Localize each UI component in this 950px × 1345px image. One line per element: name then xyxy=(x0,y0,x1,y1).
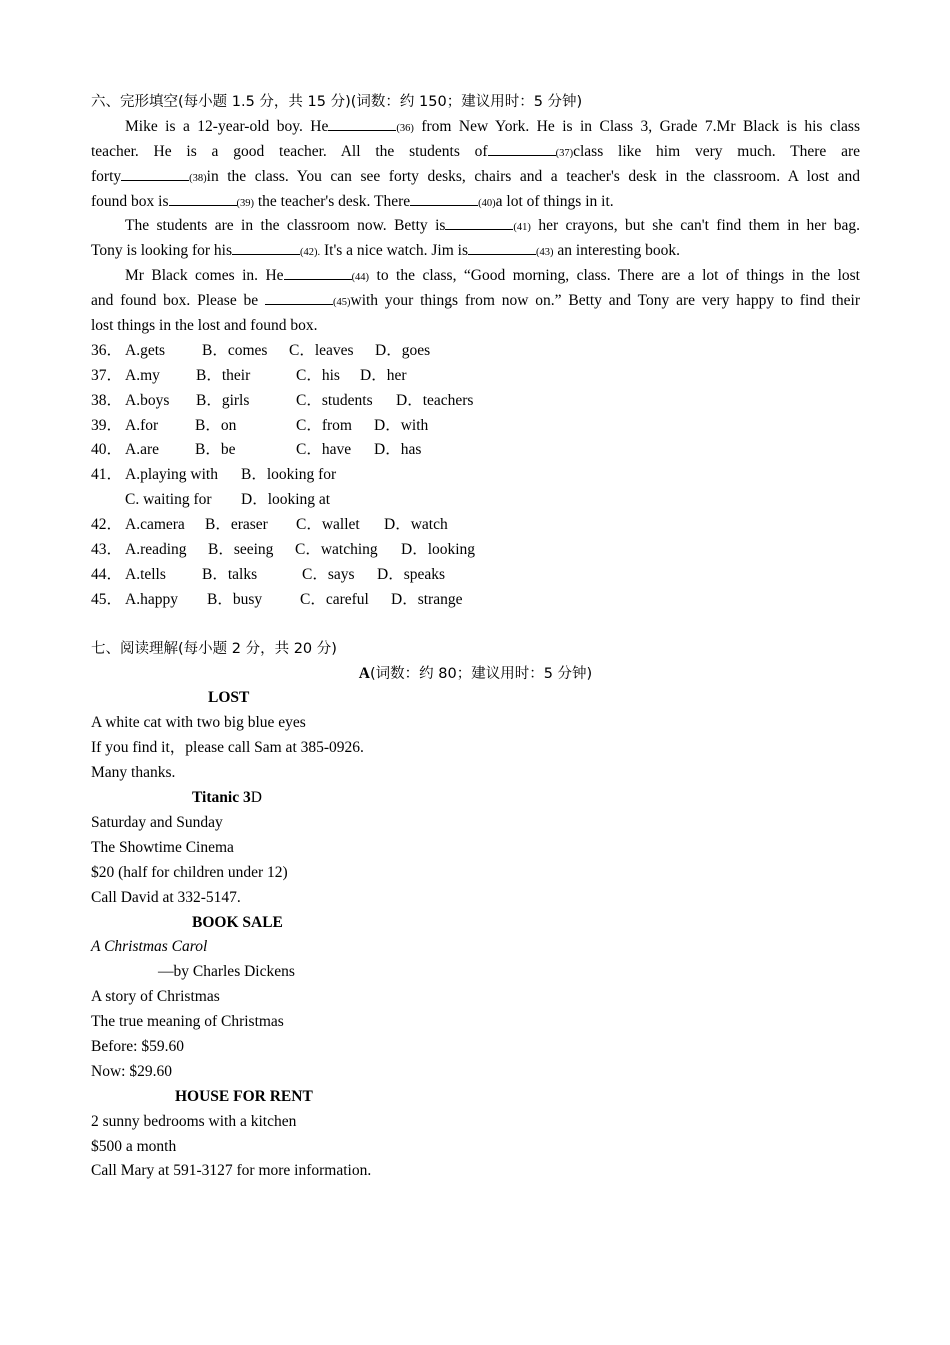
passage-line: found box is (39) the teacher's desk. There (40)a lot of things in it. xyxy=(91,192,614,210)
section7-heading: 七、阅读理解(每小题 2 分，共 20 分) xyxy=(91,640,337,657)
passage-line: forty (38)in the class. You can see forty desks, chairs and a teacher's desk in the classroom. A lost and xyxy=(91,167,860,185)
ad-lost xyxy=(91,686,860,786)
answer-blank xyxy=(284,265,352,280)
question-row: 41． A.playing with B．looking for xyxy=(91,466,337,484)
ad-title: HOUSE FOR RENT xyxy=(175,1087,313,1105)
answer-blank xyxy=(232,240,300,255)
question-row: 45． A.happy B．busy C．careful D．strange xyxy=(91,590,463,608)
ad-line: Call David at 332-5147. xyxy=(91,888,241,906)
answer-blank xyxy=(488,141,556,156)
passage-line: Mr Black comes in. He (44) to the class, “Good morning, class. There are a lot of things in the lost xyxy=(125,267,860,285)
ad-line: 2 sunny bedrooms with a kitchen xyxy=(91,1112,297,1130)
answer-blank xyxy=(169,191,237,206)
passage-line: Tony is looking for his (42). It's a nice watch. Jim is (43) an interesting book. xyxy=(91,242,681,260)
ad-titanic xyxy=(91,786,860,910)
ad-line: If you find it，please call Sam at 385-0926. xyxy=(91,739,364,757)
ad-line: Many thanks. xyxy=(91,764,176,782)
ad-book-sale xyxy=(91,911,860,1085)
question-row: 42． A.camera B．eraser C．wallet D．watch xyxy=(91,516,448,534)
question-list xyxy=(91,339,860,613)
book-author: —by Charles Dickens xyxy=(158,963,295,981)
answer-blank xyxy=(445,215,513,230)
question-row-continued: C. waiting for D．looking at xyxy=(125,491,331,509)
ad-line: Saturday and Sunday xyxy=(91,813,223,831)
ad-line: A white cat with two big blue eyes xyxy=(91,714,306,732)
passage-line: Mike is a 12-year-old boy. He (36) from New York. He is in Class 3, Grade 7.Mr Black is his class xyxy=(125,117,860,135)
cloze-passage xyxy=(91,115,860,339)
passage-line: and found box. Please be (45)with your things from now on.” Betty and Tony are very happy to find their xyxy=(91,292,860,310)
question-row: 36． A.gets B．comes C．leaves D．goes xyxy=(91,341,431,359)
ad-line: The true meaning of Christmas xyxy=(91,1013,284,1031)
ad-line: The Showtime Cinema xyxy=(91,838,234,856)
question-row: 39． A.for B．on C．from D．with xyxy=(91,416,429,434)
section7-subheading: A(词数：约 80；建议用时：5 分钟) xyxy=(358,664,593,682)
passage-line: teacher. He is a good teacher. All the students of (37)class like him very much. There are xyxy=(91,142,860,160)
answer-blank xyxy=(410,191,478,206)
ad-house xyxy=(91,1085,860,1185)
passage-line: lost things in the lost and found box. xyxy=(91,317,318,335)
ad-line: Call Mary at 591-3127 for more information. xyxy=(91,1162,372,1180)
answer-blank xyxy=(328,116,396,131)
answer-blank xyxy=(265,290,333,305)
book-title: A Christmas Carol xyxy=(91,938,208,956)
answer-blank xyxy=(121,166,189,181)
ad-line: A story of Christmas xyxy=(91,988,220,1006)
ad-line: Before: $59.60 xyxy=(91,1037,184,1055)
ad-line: $20 (half for children under 12) xyxy=(91,863,288,881)
ad-title: LOST xyxy=(208,689,250,707)
question-row: 40． A.are B．be C．have D．has xyxy=(91,441,422,459)
answer-blank xyxy=(468,240,536,255)
ad-title: Titanic 3D xyxy=(192,789,262,807)
ad-line: $500 a month xyxy=(91,1137,177,1155)
question-row: 38． A.boys B．girls C．students D．teachers xyxy=(91,391,474,409)
passage-line: The students are in the classroom now. Betty is (41) her crayons, but she can't find them in her bag. xyxy=(125,217,860,235)
question-row: 43． A.reading B．seeing C．watching D．looking xyxy=(91,541,476,559)
question-row: 37． A.my B．their C．his D．her xyxy=(91,366,407,384)
question-row: 44． A.tells B．talks C．says D．speaks xyxy=(91,565,446,583)
ad-title: BOOK SALE xyxy=(192,913,283,931)
section6-heading: 六、完形填空(每小题 1.5 分，共 15 分)(词数：约 150；建议用时：5 分钟) xyxy=(91,94,583,110)
ad-line: Now: $29.60 xyxy=(91,1062,172,1080)
exam-page xyxy=(91,90,860,1184)
